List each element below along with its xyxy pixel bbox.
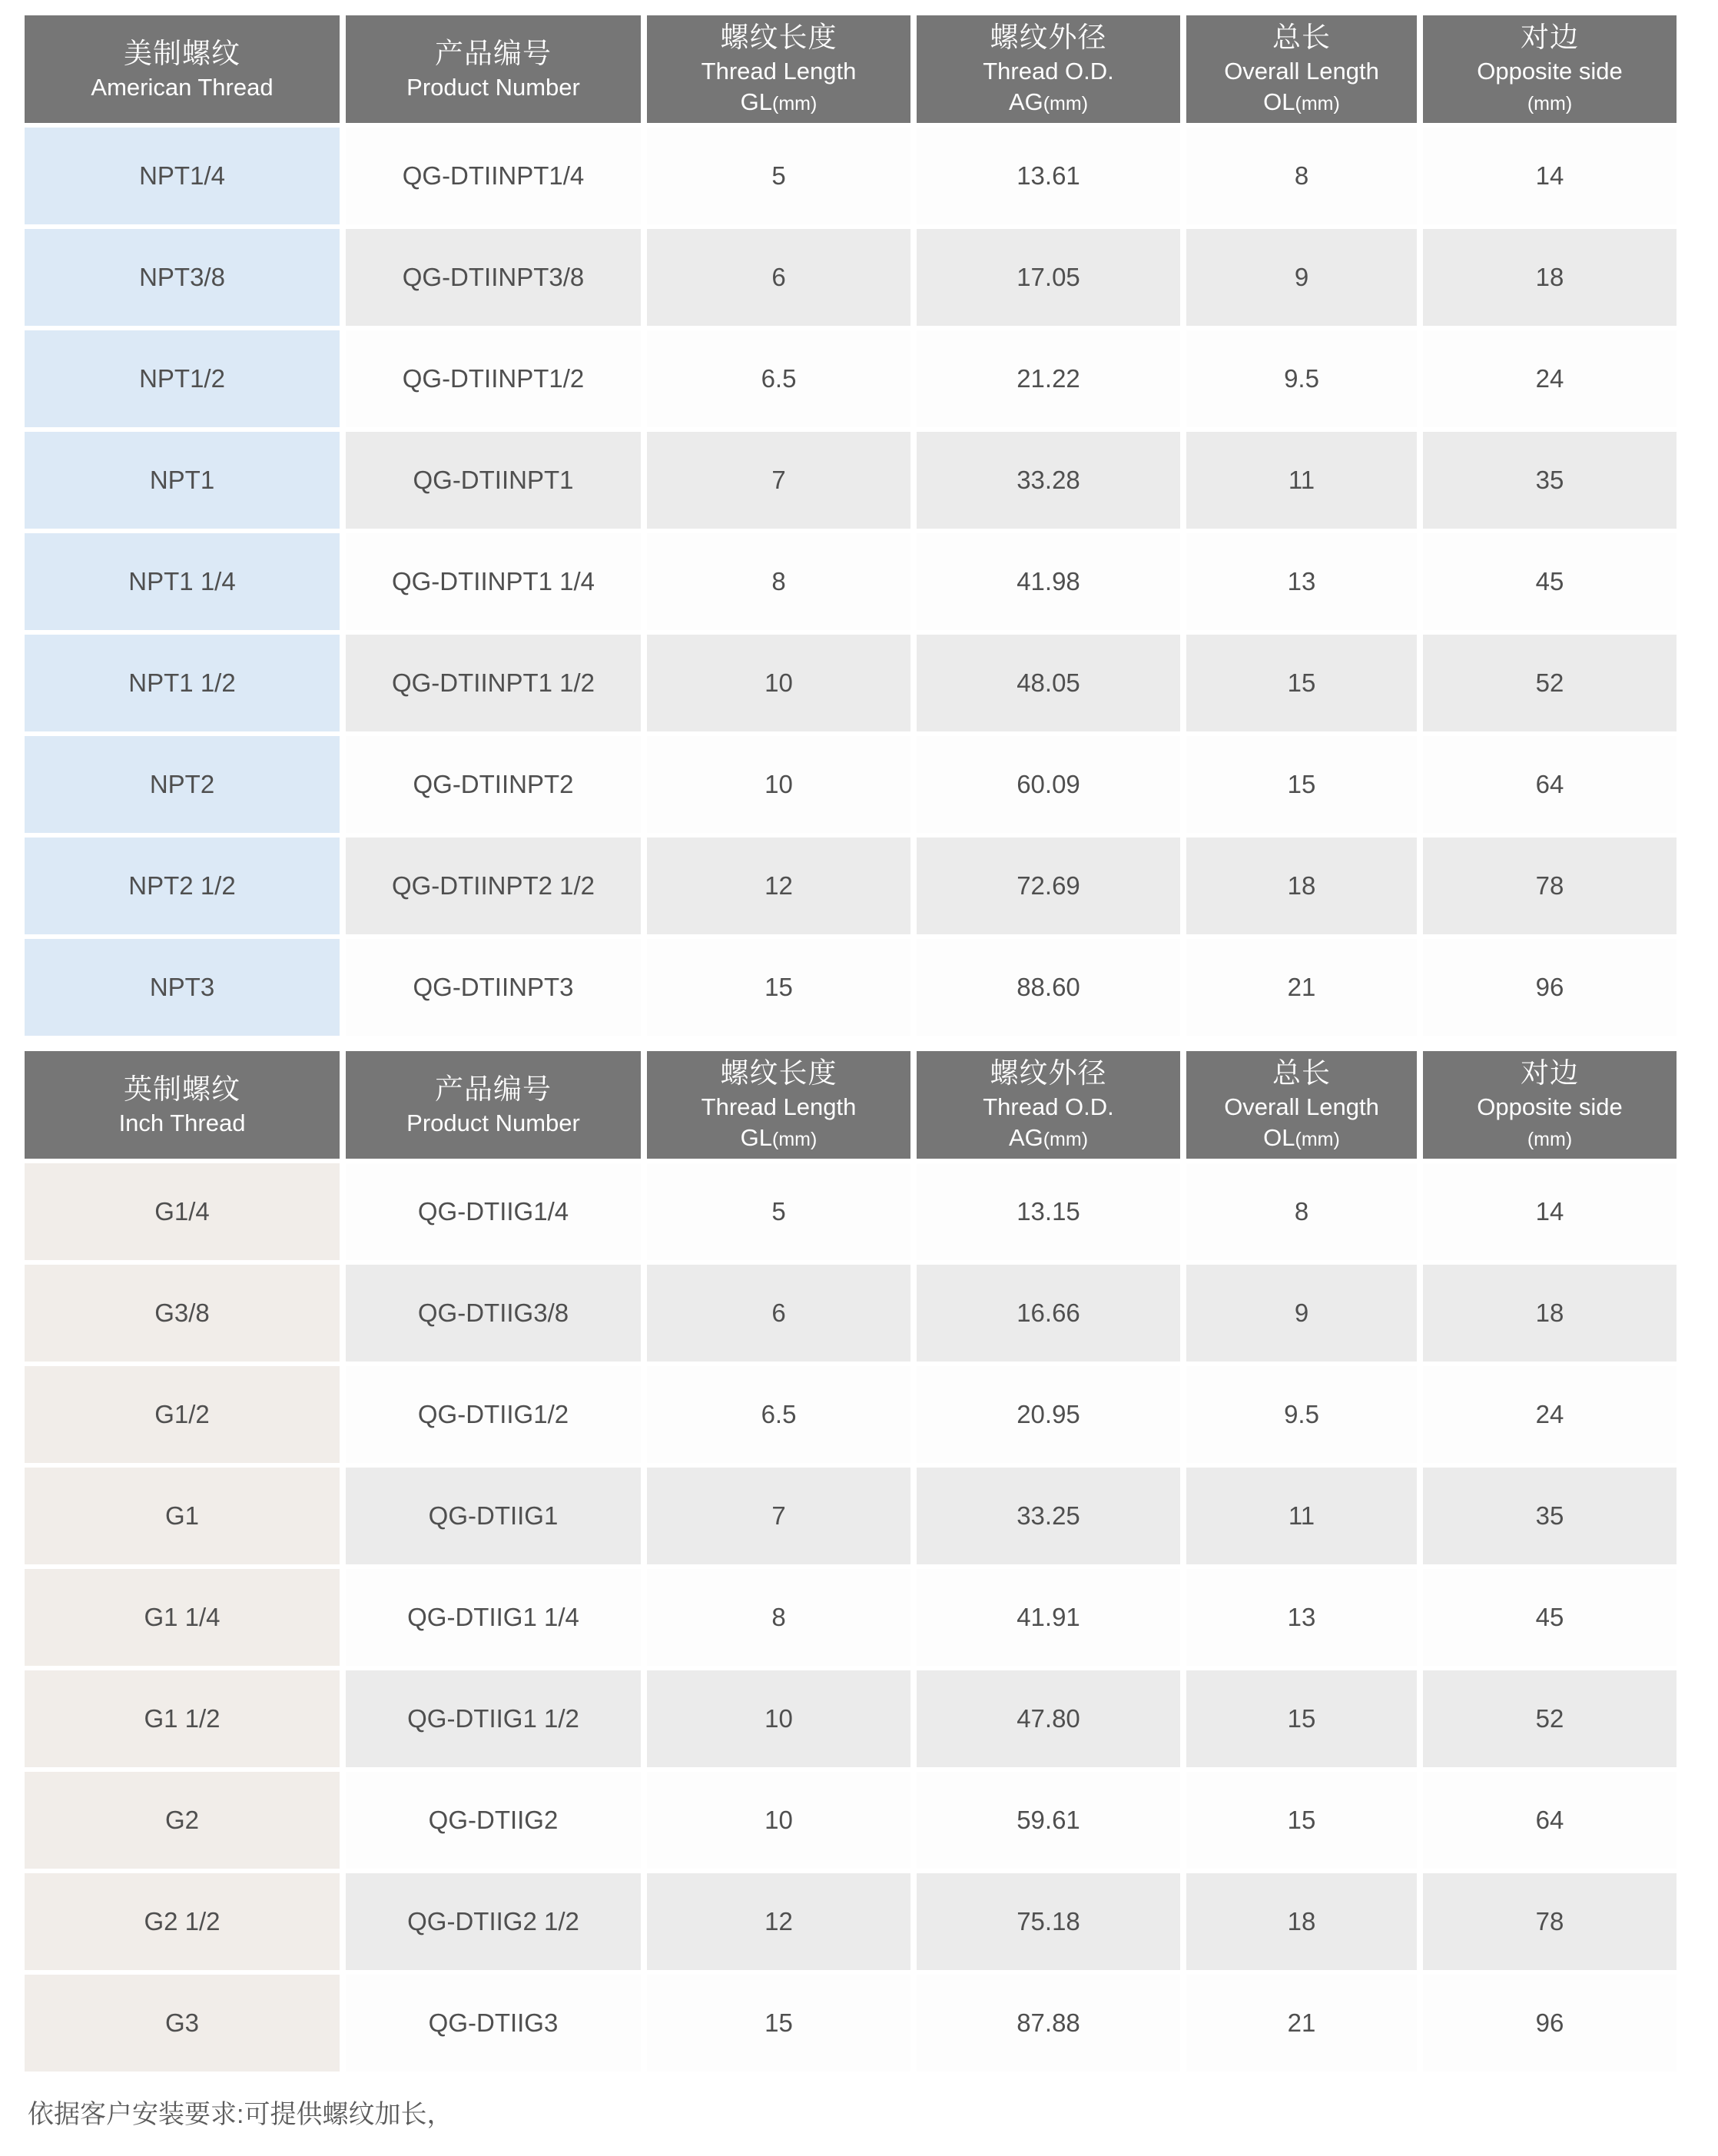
- column-header-unit: (mm): [1527, 1129, 1573, 1150]
- column-header-unit: GL(mm): [740, 88, 818, 115]
- thread-size-cell: G1: [25, 1468, 340, 1564]
- value-cell: QG-DTIIG3/8: [346, 1265, 641, 1362]
- column-header: [346, 15, 641, 123]
- column-header-unit: OL(mm): [1263, 1124, 1340, 1151]
- column-header-unit: AG(mm): [1008, 1124, 1089, 1151]
- column-header: [1186, 1051, 1417, 1159]
- value-cell: 24: [1423, 1366, 1677, 1463]
- column-header: [346, 1051, 641, 1159]
- value-cell: 41.98: [917, 533, 1180, 630]
- value-cell: 13.61: [917, 128, 1180, 224]
- value-cell: 45: [1423, 1569, 1677, 1666]
- value-cell: 9: [1186, 229, 1417, 326]
- value-cell: 15: [647, 1975, 910, 2071]
- column-header-en: American Thread: [91, 74, 274, 101]
- value-cell: 47.80: [917, 1670, 1180, 1767]
- value-cell: 9: [1186, 1265, 1417, 1362]
- column-header-zh: 螺纹外径: [990, 22, 1107, 53]
- value-cell: 72.69: [917, 838, 1180, 934]
- column-header-zh: 螺纹长度: [720, 22, 837, 53]
- value-cell: 12: [647, 1873, 910, 1970]
- column-header-en: Overall Length: [1224, 1093, 1379, 1120]
- value-cell: 6: [647, 229, 910, 326]
- value-cell: 15: [1186, 1772, 1417, 1869]
- column-header: [917, 1051, 1180, 1159]
- value-cell: 14: [1423, 128, 1677, 224]
- value-cell: 21: [1186, 1975, 1417, 2071]
- column-header: [647, 1051, 910, 1159]
- value-cell: 13.15: [917, 1163, 1180, 1260]
- value-cell: 9.5: [1186, 1366, 1417, 1463]
- value-cell: QG-DTIINPT3: [346, 939, 641, 1036]
- value-cell: QG-DTIIG2: [346, 1772, 641, 1869]
- value-cell: 8: [1186, 128, 1417, 224]
- value-cell: 75.18: [917, 1873, 1180, 1970]
- value-cell: 35: [1423, 1468, 1677, 1564]
- value-cell: 11: [1186, 1468, 1417, 1564]
- column-header-unit: AG(mm): [1008, 88, 1089, 115]
- column-header-en: Thread Length: [701, 58, 857, 85]
- thread-size-cell: G2: [25, 1772, 340, 1869]
- value-cell: QG-DTIINPT1/2: [346, 330, 641, 427]
- thread-size-cell: G2 1/2: [25, 1873, 340, 1970]
- value-cell: QG-DTIINPT2 1/2: [346, 838, 641, 934]
- value-cell: 12: [647, 838, 910, 934]
- value-cell: 48.05: [917, 635, 1180, 731]
- value-cell: 35: [1423, 432, 1677, 529]
- value-cell: 6.5: [647, 1366, 910, 1463]
- value-cell: 87.88: [917, 1975, 1180, 2071]
- value-cell: 8: [647, 1569, 910, 1666]
- column-header-en: Overall Length: [1224, 58, 1379, 85]
- column-header-zh: 美制螺纹: [124, 38, 240, 69]
- value-cell: 45: [1423, 533, 1677, 630]
- column-header-unit: OL(mm): [1263, 88, 1340, 115]
- value-cell: 60.09: [917, 736, 1180, 833]
- value-cell: 13: [1186, 1569, 1417, 1666]
- value-cell: 18: [1423, 1265, 1677, 1362]
- column-header-en: Opposite side: [1477, 58, 1623, 85]
- value-cell: 15: [1186, 736, 1417, 833]
- value-cell: QG-DTIIG1/4: [346, 1163, 641, 1260]
- value-cell: QG-DTIIG1 1/2: [346, 1670, 641, 1767]
- value-cell: 13: [1186, 533, 1417, 630]
- column-header-en: Opposite side: [1477, 1093, 1623, 1120]
- column-header-zh: 产品编号: [435, 38, 552, 69]
- footer-note: 依据客户安装要求:可提供螺纹加长，: [28, 2100, 453, 2129]
- column-header: [25, 1051, 340, 1159]
- column-header: [1186, 15, 1417, 123]
- value-cell: 15: [647, 939, 910, 1036]
- value-cell: QG-DTIIG3: [346, 1975, 641, 2071]
- value-cell: 20.95: [917, 1366, 1180, 1463]
- value-cell: 64: [1423, 736, 1677, 833]
- value-cell: 33.28: [917, 432, 1180, 529]
- thread-size-cell: G1/2: [25, 1366, 340, 1463]
- thread-size-cell: NPT2 1/2: [25, 838, 340, 934]
- thread-size-cell: NPT3/8: [25, 229, 340, 326]
- value-cell: QG-DTIINPT1 1/4: [346, 533, 641, 630]
- tables-mount: [25, 15, 1677, 2071]
- value-cell: 78: [1423, 838, 1677, 934]
- value-cell: 18: [1423, 229, 1677, 326]
- value-cell: 9.5: [1186, 330, 1417, 427]
- column-header-en: Thread Length: [701, 1093, 857, 1120]
- value-cell: 10: [647, 736, 910, 833]
- american-thread-table: [25, 15, 1677, 1036]
- value-cell: 33.25: [917, 1468, 1180, 1564]
- column-header-unit: (mm): [1527, 93, 1573, 114]
- column-header-zh: 螺纹长度: [720, 1057, 837, 1089]
- column-header-zh: 螺纹外径: [990, 1057, 1107, 1089]
- value-cell: 6: [647, 1265, 910, 1362]
- value-cell: 52: [1423, 635, 1677, 731]
- value-cell: QG-DTIIG2 1/2: [346, 1873, 641, 1970]
- thread-size-cell: NPT1 1/4: [25, 533, 340, 630]
- value-cell: QG-DTIINPT1/4: [346, 128, 641, 224]
- value-cell: 6.5: [647, 330, 910, 427]
- column-header: [1423, 15, 1677, 123]
- thread-size-cell: NPT3: [25, 939, 340, 1036]
- value-cell: 14: [1423, 1163, 1677, 1260]
- value-cell: 5: [647, 1163, 910, 1260]
- inch-thread-table: [25, 1051, 1677, 2071]
- value-cell: 7: [647, 1468, 910, 1564]
- column-header-zh: 对边: [1521, 1057, 1579, 1089]
- value-cell: QG-DTIINPT1: [346, 432, 641, 529]
- value-cell: QG-DTIIG1/2: [346, 1366, 641, 1463]
- value-cell: 17.05: [917, 229, 1180, 326]
- value-cell: 96: [1423, 1975, 1677, 2071]
- value-cell: 16.66: [917, 1265, 1180, 1362]
- thread-size-cell: NPT1: [25, 432, 340, 529]
- value-cell: 24: [1423, 330, 1677, 427]
- value-cell: 15: [1186, 635, 1417, 731]
- value-cell: QG-DTIIG1: [346, 1468, 641, 1564]
- value-cell: QG-DTIIG1 1/4: [346, 1569, 641, 1666]
- value-cell: 78: [1423, 1873, 1677, 1970]
- thread-size-cell: G1 1/2: [25, 1670, 340, 1767]
- value-cell: 18: [1186, 1873, 1417, 1970]
- column-header-en: Thread O.D.: [983, 58, 1114, 85]
- value-cell: QG-DTIINPT2: [346, 736, 641, 833]
- value-cell: 11: [1186, 432, 1417, 529]
- column-header-unit: GL(mm): [740, 1124, 818, 1151]
- thread-size-cell: NPT2: [25, 736, 340, 833]
- value-cell: 96: [1423, 939, 1677, 1036]
- value-cell: 10: [647, 635, 910, 731]
- value-cell: 52: [1423, 1670, 1677, 1767]
- value-cell: 18: [1186, 838, 1417, 934]
- value-cell: 8: [1186, 1163, 1417, 1260]
- value-cell: 59.61: [917, 1772, 1180, 1869]
- column-header-zh: 产品编号: [435, 1073, 552, 1105]
- value-cell: 88.60: [917, 939, 1180, 1036]
- value-cell: 7: [647, 432, 910, 529]
- column-header: [25, 15, 340, 123]
- column-header: [917, 15, 1180, 123]
- value-cell: 10: [647, 1670, 910, 1767]
- column-header: [1423, 1051, 1677, 1159]
- column-header-en: Product Number: [406, 1110, 580, 1136]
- thread-size-cell: G3: [25, 1975, 340, 2071]
- thread-size-cell: NPT1 1/2: [25, 635, 340, 731]
- value-cell: QG-DTIINPT3/8: [346, 229, 641, 326]
- column-header-en: Inch Thread: [118, 1110, 246, 1136]
- column-header-zh: 总长: [1272, 1057, 1331, 1089]
- column-header-zh: 英制螺纹: [124, 1073, 240, 1105]
- value-cell: 5: [647, 128, 910, 224]
- value-cell: 8: [647, 533, 910, 630]
- value-cell: 64: [1423, 1772, 1677, 1869]
- value-cell: QG-DTIINPT1 1/2: [346, 635, 641, 731]
- value-cell: 21.22: [917, 330, 1180, 427]
- column-header-en: Thread O.D.: [983, 1093, 1114, 1120]
- thread-size-cell: NPT1/4: [25, 128, 340, 224]
- value-cell: 21: [1186, 939, 1417, 1036]
- thread-size-cell: G1/4: [25, 1163, 340, 1260]
- column-header-zh: 总长: [1272, 22, 1331, 53]
- thread-size-cell: NPT1/2: [25, 330, 340, 427]
- value-cell: 10: [647, 1772, 910, 1869]
- value-cell: 41.91: [917, 1569, 1180, 1666]
- value-cell: 15: [1186, 1670, 1417, 1767]
- column-header-en: Product Number: [406, 74, 580, 101]
- column-header: [647, 15, 910, 123]
- column-header-zh: 对边: [1521, 22, 1579, 53]
- thread-size-cell: G1 1/4: [25, 1569, 340, 1666]
- thread-size-cell: G3/8: [25, 1265, 340, 1362]
